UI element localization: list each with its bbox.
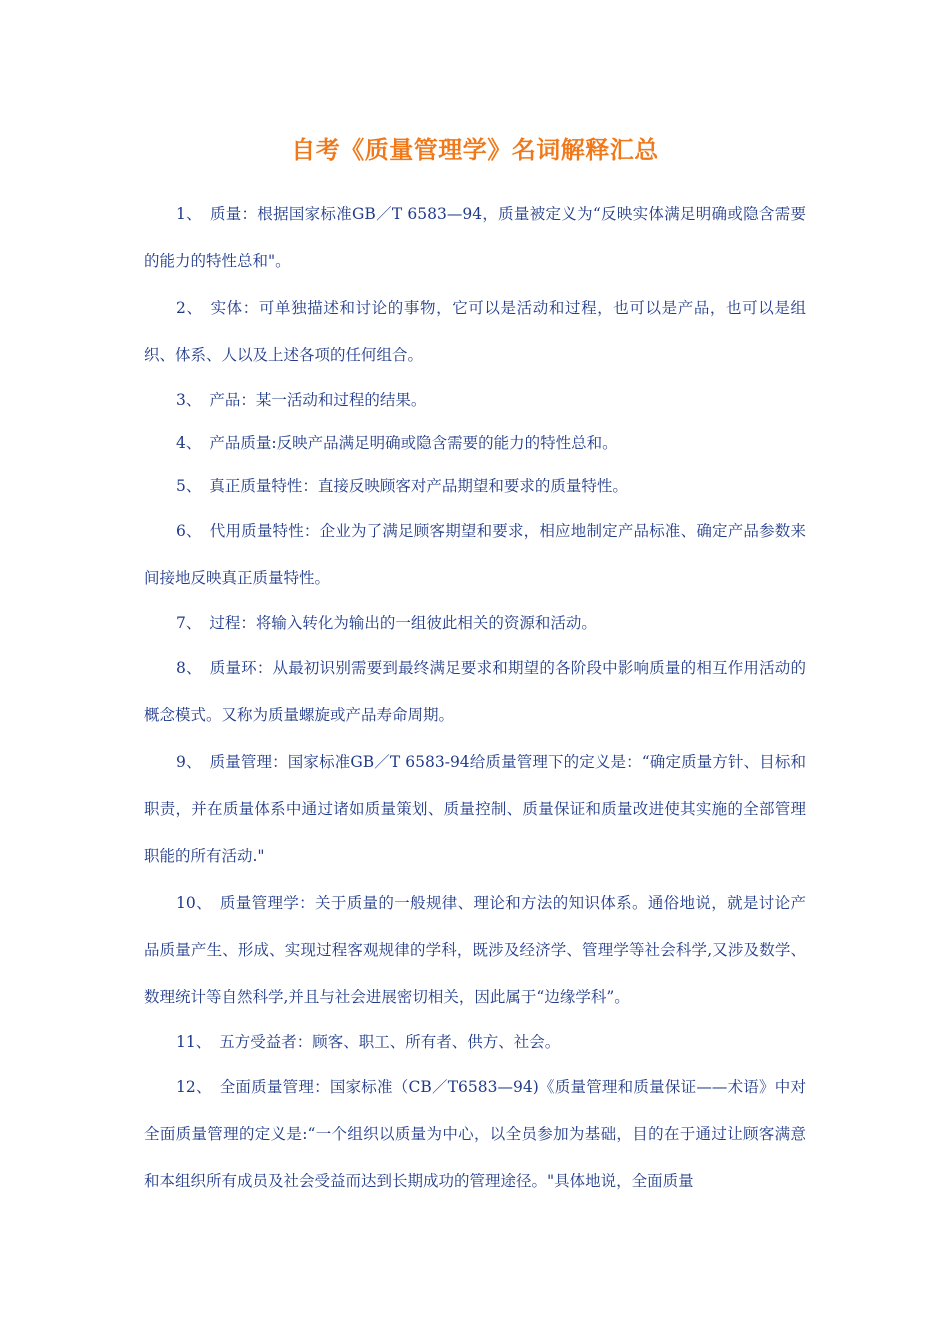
entry-number: 6、 (176, 522, 202, 540)
entry-text: 过程：将输入转化为输出的一组彼此相关的资源和活动。 (209, 614, 597, 632)
definition-entry-6 (144, 508, 806, 602)
document-body (144, 191, 806, 1205)
entry-number: 2、 (176, 299, 203, 317)
entry-number: 10、 (176, 894, 212, 912)
entry-number: 11、 (176, 1033, 212, 1051)
definition-entry-9 (144, 739, 806, 880)
definition-entry-4 (144, 422, 806, 465)
definition-entry-10 (144, 880, 806, 1021)
entry-number: 5、 (176, 477, 202, 495)
entry-text: 真正质量特性：直接反映顾客对产品期望和要求的质量特性。 (209, 477, 628, 495)
entry-text: 全面质量管理：国家标准（CB／T6583—94)《质量管理和质量保证——术语》中对全面质量管理的定义是:“一个组织以质量为中心，以全员参加为基础，目的在于通过让顾客满意和本组织所有成员及社会受益而达到长期成功的管理途径。"具体地说，全面质量 (144, 1078, 806, 1190)
definition-entry-7 (144, 602, 806, 645)
entry-text: 产品质量:反映产品满足明确或隐含需要的能力的特性总和。 (209, 434, 618, 452)
definition-entry-1 (144, 191, 806, 285)
entry-number: 1、 (176, 205, 202, 223)
document-title: 自考《质量管理学》名词解释汇总 (291, 136, 659, 164)
entry-number: 3、 (176, 391, 202, 409)
entry-text: 质量环：从最初识别需要到最终满足要求和期望的各阶段中影响质量的相互作用活动的概念模式。又称为质量螺旋或产品寿命周期。 (144, 659, 806, 724)
definition-entry-3 (144, 379, 806, 422)
entry-text: 五方受益者：顾客、职工、所有者、供方、社会。 (219, 1033, 561, 1051)
definition-entry-5 (144, 465, 806, 508)
entry-number: 8、 (176, 659, 202, 677)
entry-text: 实体：可单独描述和讨论的事物，它可以是活动和过程，也可以是产品，也可以是组织、体系、人以及上述各项的任何组合。 (144, 299, 806, 364)
definition-entry-11 (144, 1021, 806, 1064)
definition-entry-8 (144, 645, 806, 739)
entry-number: 12、 (176, 1078, 212, 1096)
entry-number: 7、 (176, 614, 202, 632)
entry-text: 质量管理学：关于质量的一般规律、理论和方法的知识体系。通俗地说，就是讨论产品质量产生、形成、实现过程客观规律的学科，既涉及经济学、管理学等社会科学,又涉及数学、数理统计等自然科学,并且与社会进展密切相关，因此属于“边缘学科”。 (144, 894, 806, 1006)
entry-text: 产品：某一活动和过程的结果。 (209, 391, 427, 409)
definition-entry-2 (144, 285, 806, 379)
definition-entry-12 (144, 1064, 806, 1205)
entry-number: 4、 (176, 434, 202, 452)
entry-text: 质量：根据国家标准GB／T 6583—94，质量被定义为“反映实体满足明确或隐含需要的能力的特性总和"。 (144, 205, 806, 270)
entry-number: 9、 (176, 753, 202, 771)
entry-text: 质量管理：国家标准GB／T 6583-94给质量管理下的定义是：“确定质量方针、目标和职责，并在质量体系中通过诸如质量策划、质量控制、质量保证和质量改进使其实施的全部管理职能的所有活动." (144, 753, 806, 865)
entry-text: 代用质量特性：企业为了满足顾客期望和要求，相应地制定产品标准、确定产品参数来间接地反映真正质量特性。 (144, 522, 806, 587)
